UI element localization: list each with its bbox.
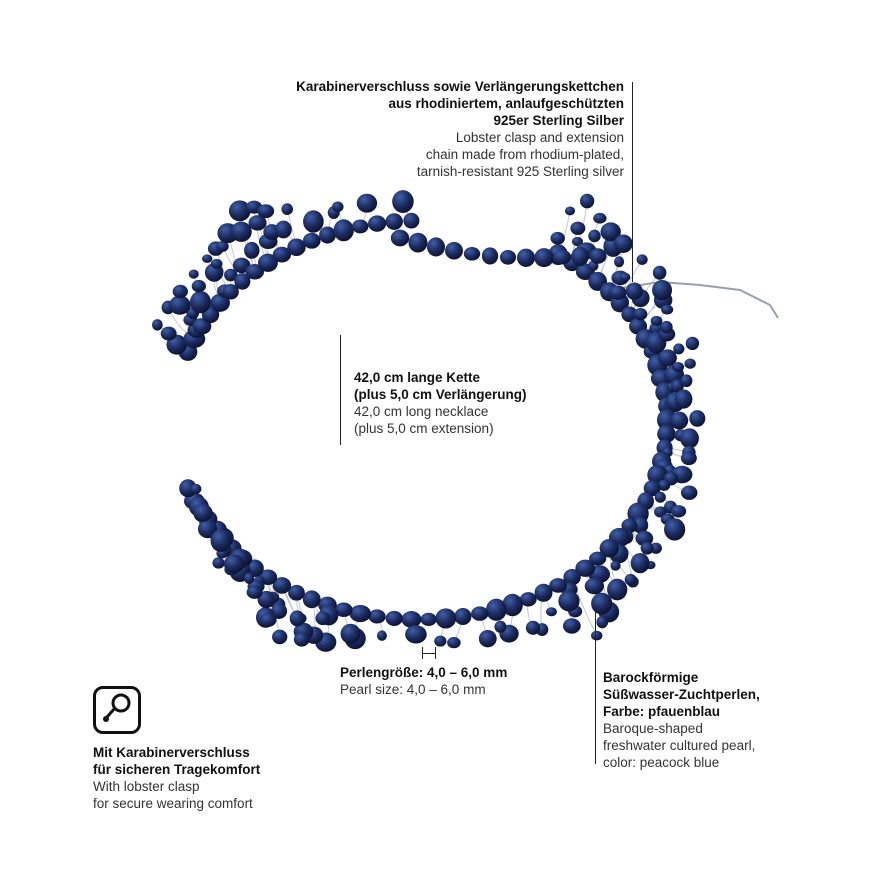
pearl — [680, 428, 699, 448]
pearl — [565, 206, 575, 215]
pearl — [563, 618, 581, 633]
pearl — [534, 248, 553, 267]
pearl — [593, 213, 606, 224]
pearl — [231, 222, 252, 242]
pearl — [385, 213, 402, 230]
clasp-info-de-3: 925er Sterling Silber — [493, 113, 624, 128]
pearl — [377, 630, 387, 641]
pearl-info-en-3: color: peacock blue — [603, 755, 720, 770]
pearl — [202, 254, 212, 263]
pearl-info — [603, 669, 833, 771]
pearl — [614, 234, 633, 252]
pearl — [244, 242, 260, 259]
pearl — [625, 574, 637, 586]
pearl-info-de-2: Süßwasser-Zuchtperlen, — [603, 687, 760, 702]
pearl — [479, 630, 497, 647]
size-info — [340, 664, 580, 698]
pearl — [401, 611, 421, 628]
pearl — [558, 591, 579, 612]
pearl — [211, 529, 232, 552]
pearl — [670, 412, 688, 430]
pearl — [494, 621, 506, 633]
pearl — [290, 610, 305, 626]
pearl — [368, 215, 386, 231]
pearl — [672, 362, 684, 372]
pearl — [681, 451, 697, 465]
pearl — [445, 242, 463, 260]
clasp-feature-de-2: für sicheren Tragekomfort — [93, 762, 261, 777]
pearl — [244, 573, 254, 584]
pearl — [275, 221, 292, 239]
pearl — [341, 624, 361, 644]
pearl — [681, 485, 698, 499]
pearl — [571, 247, 589, 266]
pearl — [626, 282, 643, 300]
pearl — [334, 219, 354, 241]
pearl — [570, 222, 585, 235]
clasp-info-en-2: chain made from rhodium-plated, — [425, 147, 624, 162]
clasp-info-en-1: Lobster clasp and extension — [455, 130, 624, 145]
pearl — [281, 203, 293, 215]
pearl — [664, 518, 685, 540]
pearl — [614, 256, 624, 267]
pearl — [211, 259, 223, 269]
length-info-de-1: 42,0 cm lange Kette — [354, 370, 481, 385]
pearl — [673, 343, 684, 354]
pearl — [434, 636, 446, 647]
clasp-callout-line — [632, 82, 633, 282]
clasp-feature-en-1: With lobster clasp — [93, 779, 200, 794]
pearl-info-de-3: Farbe: pfauenblau — [603, 704, 721, 719]
pearl — [653, 266, 667, 280]
pearl — [303, 590, 321, 608]
pearl — [192, 280, 206, 292]
pearl — [546, 607, 557, 616]
pearl-info-de-1: Barockförmige — [603, 670, 699, 685]
pearl — [247, 586, 263, 599]
length-info-de-2: (plus 5,0 cm Verlängerung) — [354, 387, 527, 402]
pearl — [588, 230, 600, 243]
clasp-info — [240, 78, 624, 180]
pearl — [161, 327, 177, 341]
lobster-clasp-icon — [93, 686, 141, 734]
pearl — [191, 484, 202, 494]
pearl — [661, 305, 673, 315]
pearl — [392, 190, 414, 213]
size-info-de: Perlengröße: 4,0 – 6,0 mm — [340, 665, 508, 680]
pearl — [189, 269, 199, 278]
pearl — [454, 608, 471, 625]
pearl — [303, 233, 321, 249]
pearl — [386, 611, 403, 626]
size-callout-tick — [422, 653, 436, 654]
pearl — [689, 410, 705, 427]
pearl — [303, 210, 324, 232]
pearl — [609, 286, 627, 300]
size-info-en: Pearl size: 4,0 – 6,0 mm — [340, 682, 486, 697]
pearl — [319, 226, 336, 243]
pearl — [257, 204, 274, 218]
pearl — [193, 504, 212, 522]
pearl — [637, 254, 648, 265]
pearl — [655, 492, 666, 503]
pearl — [224, 554, 244, 573]
pearl — [535, 584, 553, 602]
pearl — [357, 194, 377, 213]
pearl — [486, 599, 507, 621]
pearl — [391, 230, 409, 247]
pearl — [684, 359, 695, 369]
size-callout-line-2 — [435, 647, 436, 659]
pearl — [590, 248, 607, 264]
pearl — [427, 237, 445, 256]
pearl — [403, 213, 419, 229]
pearl — [260, 613, 277, 627]
pearl — [686, 337, 699, 350]
pearl — [641, 542, 654, 555]
pearl — [212, 557, 224, 568]
pearl — [620, 273, 630, 282]
pearl — [152, 319, 163, 330]
pearl — [436, 608, 457, 628]
pearl — [671, 505, 686, 517]
pearl — [471, 606, 488, 620]
pearl — [169, 296, 190, 315]
pearl — [447, 637, 461, 648]
pearl — [332, 201, 343, 212]
length-info — [354, 369, 614, 437]
pearl — [369, 609, 386, 623]
length-info-en-1: 42,0 cm long necklace — [354, 404, 489, 419]
pearl-info-en-1: Baroque-shaped — [603, 721, 703, 736]
pearl — [526, 621, 540, 635]
pearl — [553, 250, 571, 265]
pearl — [596, 616, 608, 628]
pearl — [660, 321, 672, 334]
pearl — [517, 249, 535, 267]
pearl — [421, 613, 437, 626]
pearl — [405, 625, 427, 643]
pearl — [272, 630, 287, 645]
length-callout-line — [340, 335, 341, 445]
pearl — [352, 219, 369, 233]
pearl — [631, 553, 650, 573]
pearl — [408, 233, 427, 253]
pearl-callout-line — [595, 612, 596, 764]
pearl — [675, 389, 693, 408]
pearl — [610, 561, 620, 571]
pearl-info-en-2: freshwater cultured pearl, — [603, 738, 756, 753]
clasp-feature-en-2: for secure wearing comfort — [93, 796, 253, 811]
pearl — [190, 291, 211, 313]
pearl — [294, 632, 310, 646]
clasp-info-en-3: tarnish-resistant 925 Sterling silver — [416, 164, 624, 179]
clasp-info-de-2: aus rhodiniertem, anlaufgeschützten — [388, 96, 624, 111]
length-info-en-2: (plus 5,0 cm extension) — [354, 421, 494, 436]
pearl — [585, 578, 604, 594]
pearl — [651, 316, 663, 326]
pearl — [464, 247, 480, 261]
pearl — [316, 611, 330, 625]
pearl — [652, 280, 672, 301]
clasp-info-de-1: Karabinerverschluss sowie Verlängerungskettchen — [296, 79, 624, 94]
pearl — [173, 285, 188, 298]
pearl — [550, 232, 564, 245]
pearl — [580, 194, 594, 209]
pearl — [500, 250, 516, 265]
clasp-feature — [93, 744, 353, 812]
pearl — [482, 247, 498, 264]
pearl — [591, 631, 602, 641]
pearl — [350, 605, 371, 622]
pearl — [681, 374, 693, 387]
pearl — [634, 308, 648, 320]
clasp-feature-de-1: Mit Karabinerverschluss — [93, 745, 250, 760]
